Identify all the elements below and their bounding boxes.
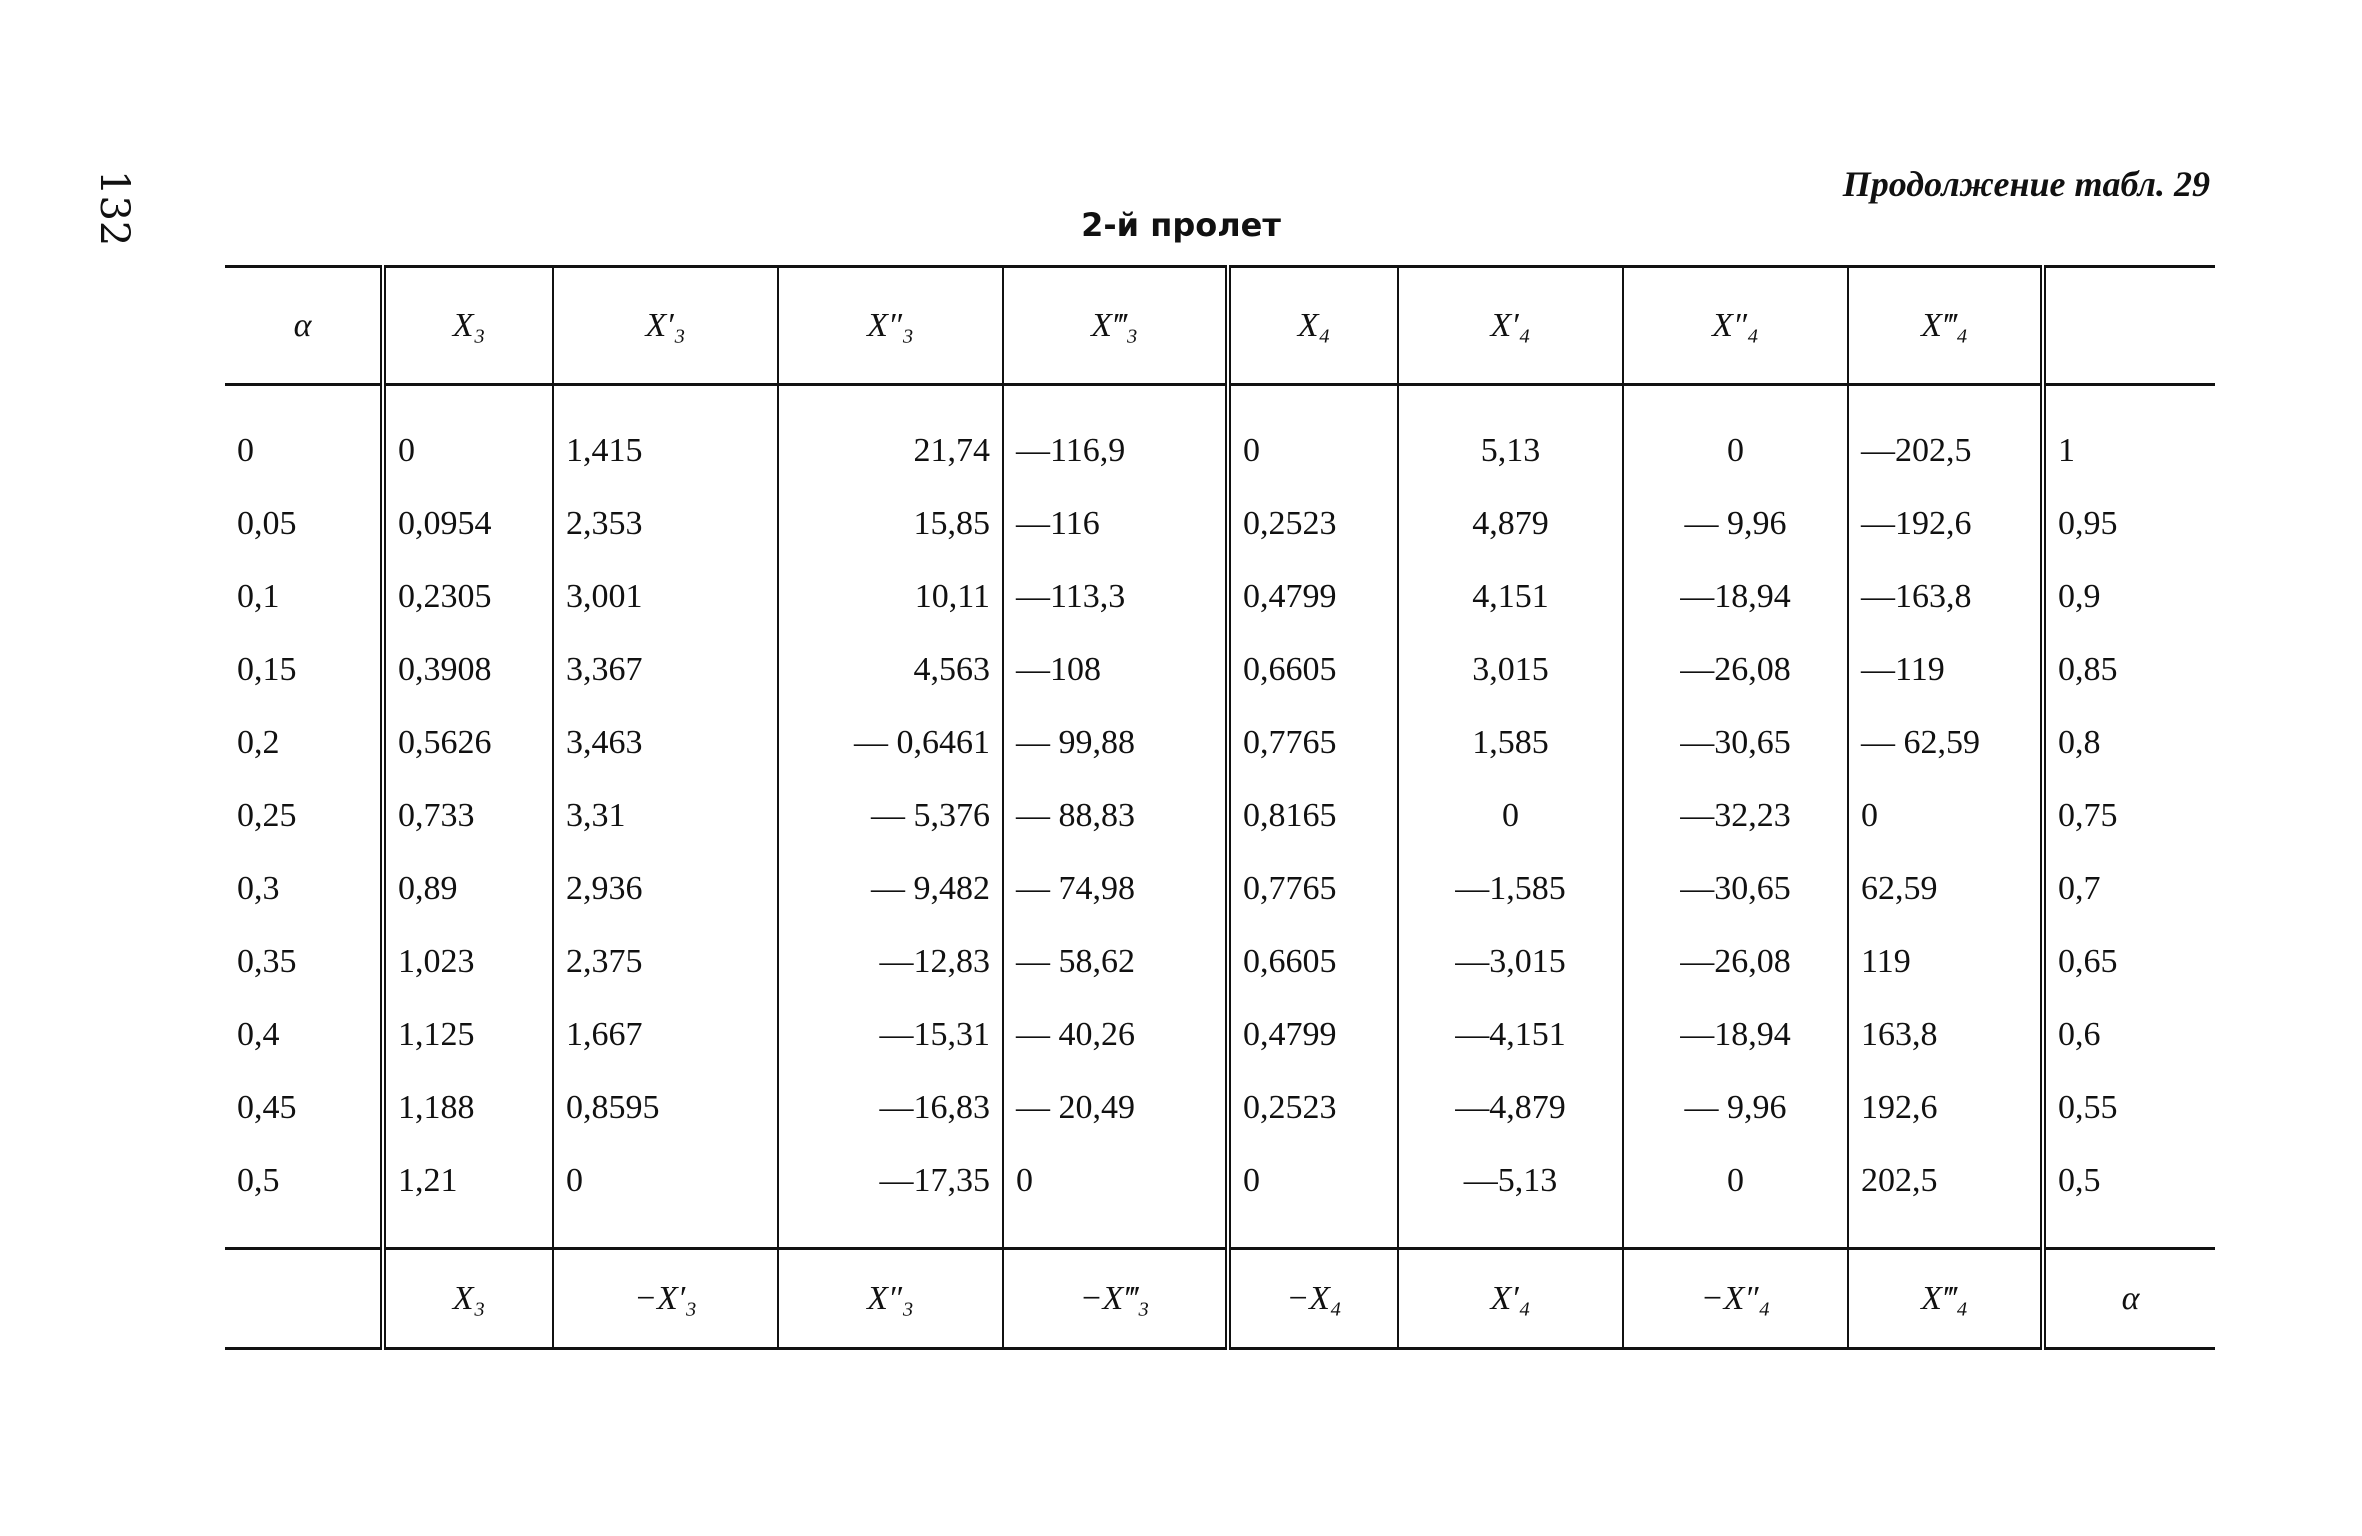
table-cell: —116 xyxy=(1003,487,1228,560)
table-cell: 0,5626 xyxy=(383,706,553,779)
footer-row xyxy=(225,1249,2215,1349)
table-cell: —18,94 xyxy=(1623,560,1848,633)
table-cell: 1,188 xyxy=(383,1071,553,1144)
table-cell: 4,563 xyxy=(778,633,1003,706)
table-cell: 1,023 xyxy=(383,925,553,998)
header-cell: X‴₃ xyxy=(1003,267,1228,385)
table-caption: Продолжение табл. 29 xyxy=(1842,164,2210,204)
table-cell: 0,2523 xyxy=(1228,487,1398,560)
header-cell: X″₃ xyxy=(778,267,1003,385)
header-cell: X₄ xyxy=(1228,267,1398,385)
table-cell: 0 xyxy=(553,1144,778,1217)
table-cell: 0,8165 xyxy=(1228,779,1398,852)
table-cell: 0,2523 xyxy=(1228,1071,1398,1144)
table-cell: 0 xyxy=(1228,1144,1398,1217)
table-cell: 0,6 xyxy=(2043,998,2215,1071)
table-row xyxy=(225,925,2215,998)
page-number: 132 xyxy=(91,170,137,247)
table-cell: 0,8595 xyxy=(553,1071,778,1144)
table-cell: 0,5 xyxy=(237,1161,280,1199)
table-cell: 0,2 xyxy=(237,723,280,761)
table-cell: 1,415 xyxy=(553,414,778,487)
table-cell: 0,8 xyxy=(2043,706,2215,779)
table-row xyxy=(225,998,2215,1071)
table-cell: 0 xyxy=(1228,414,1398,487)
table-cell: 4,151 xyxy=(1398,560,1623,633)
data-table xyxy=(225,265,2215,1350)
table-cell: 0,75 xyxy=(2043,779,2215,852)
table-cell: 3,463 xyxy=(553,706,778,779)
header-cell: X″₄ xyxy=(1623,267,1848,385)
table-cell: —202,5 xyxy=(1848,414,2043,487)
table-cell: 1,667 xyxy=(553,998,778,1071)
table-cell: 0,4799 xyxy=(1228,998,1398,1071)
footer-cell: X‴₄ xyxy=(1848,1249,2043,1349)
table-cell: 1,585 xyxy=(1398,706,1623,779)
table-cell: 0 xyxy=(1623,414,1848,487)
table-cell: 0,2305 xyxy=(383,560,553,633)
table-cell: 0,6605 xyxy=(1228,633,1398,706)
table-cell: —32,23 xyxy=(1623,779,1848,852)
table-cell: —116,9 xyxy=(1003,414,1228,487)
table-cell: 0,05 xyxy=(237,504,297,542)
table-cell: — 58,62 xyxy=(1003,925,1228,998)
table-cell: 119 xyxy=(1848,925,2043,998)
table-cell: —4,879 xyxy=(1398,1071,1623,1144)
table-cell: 0,25 xyxy=(237,796,297,834)
table-cell: —163,8 xyxy=(1848,560,2043,633)
table-cell: 0,7 xyxy=(2043,852,2215,925)
table-cell: 0 xyxy=(383,414,553,487)
table-cell: —18,94 xyxy=(1623,998,1848,1071)
footer-cell: X″₃ xyxy=(778,1249,1003,1349)
footer-cell: α xyxy=(2043,1249,2215,1349)
table-cell: 1,125 xyxy=(383,998,553,1071)
footer-cell xyxy=(225,1249,383,1349)
table-cell: 4,879 xyxy=(1398,487,1623,560)
table-cell: 0,733 xyxy=(383,779,553,852)
table-cell: — 5,376 xyxy=(778,779,1003,852)
table-row xyxy=(225,852,2215,925)
table-cell: 10,11 xyxy=(778,560,1003,633)
table-cell: 3,367 xyxy=(553,633,778,706)
table-cell: —5,13 xyxy=(1398,1144,1623,1217)
table-cell: 0,45 xyxy=(237,1088,297,1126)
footer-cell: X′₄ xyxy=(1398,1249,1623,1349)
table-cell: —30,65 xyxy=(1623,852,1848,925)
table-cell: 0 xyxy=(1398,779,1623,852)
table-cell: — 20,49 xyxy=(1003,1071,1228,1144)
table-cell: 0,15 xyxy=(237,650,297,688)
table-cell: —26,08 xyxy=(1623,633,1848,706)
table-cell: —17,35 xyxy=(778,1144,1003,1217)
header-cell xyxy=(2043,267,2215,385)
table-cell: —3,015 xyxy=(1398,925,1623,998)
table-cell: 0,89 xyxy=(383,852,553,925)
table-cell: 0,55 xyxy=(2043,1071,2215,1144)
table-cell: 0,0954 xyxy=(383,487,553,560)
table-cell: 0,3 xyxy=(237,869,280,907)
table-cell: 21,74 xyxy=(778,414,1003,487)
table-cell: 0,7765 xyxy=(1228,852,1398,925)
table-cell: — 9,96 xyxy=(1623,1071,1848,1144)
table-cell: —30,65 xyxy=(1623,706,1848,779)
table-cell: 15,85 xyxy=(778,487,1003,560)
table-cell: — 0,6461 xyxy=(778,706,1003,779)
table-row xyxy=(225,487,2215,560)
footer-cell: −X₄ xyxy=(1228,1249,1398,1349)
table-cell: —113,3 xyxy=(1003,560,1228,633)
table-cell: —26,08 xyxy=(1623,925,1848,998)
header-row xyxy=(225,267,2215,385)
header-cell: X₃ xyxy=(383,267,553,385)
footer-cell: X₃ xyxy=(383,1249,553,1349)
table-cell: — 9,96 xyxy=(1623,487,1848,560)
table-cell: —119 xyxy=(1848,633,2043,706)
table-cell: 3,31 xyxy=(553,779,778,852)
table-cell: 0,95 xyxy=(2043,487,2215,560)
table-cell: 62,59 xyxy=(1848,852,2043,925)
table-cell: 2,936 xyxy=(553,852,778,925)
table-cell: — 88,83 xyxy=(1003,779,1228,852)
table-cell: 0 xyxy=(1623,1144,1848,1217)
table-cell: 0,35 xyxy=(237,942,297,980)
header-cell: X′₄ xyxy=(1398,267,1623,385)
table-cell: 2,375 xyxy=(553,925,778,998)
table-cell: 3,001 xyxy=(553,560,778,633)
table-cell: 0 xyxy=(1003,1144,1228,1217)
table-row xyxy=(225,633,2215,706)
table-cell: 0,9 xyxy=(2043,560,2215,633)
table-cell: 202,5 xyxy=(1848,1144,2043,1217)
table-row xyxy=(225,779,2215,852)
table-cell: —108 xyxy=(1003,633,1228,706)
footer-cell: −X′₃ xyxy=(553,1249,778,1349)
table-cell: — 74,98 xyxy=(1003,852,1228,925)
table-cell: 0,85 xyxy=(2043,633,2215,706)
table-cell: 0,6605 xyxy=(1228,925,1398,998)
footer-cell: −X″₄ xyxy=(1623,1249,1848,1349)
table-cell: —192,6 xyxy=(1848,487,2043,560)
table-row xyxy=(225,414,2215,487)
table-cell: 5,13 xyxy=(1398,414,1623,487)
table-cell: —1,585 xyxy=(1398,852,1623,925)
table-cell: — 99,88 xyxy=(1003,706,1228,779)
table-cell: 0,7765 xyxy=(1228,706,1398,779)
table-cell: — 40,26 xyxy=(1003,998,1228,1071)
table-cell: — 9,482 xyxy=(778,852,1003,925)
table-cell: 0,4799 xyxy=(1228,560,1398,633)
footer-cell: −X‴₃ xyxy=(1003,1249,1228,1349)
table-cell: 0 xyxy=(237,431,254,469)
table-cell: 0,65 xyxy=(2043,925,2215,998)
table-cell: —4,151 xyxy=(1398,998,1623,1071)
table-cell: 163,8 xyxy=(1848,998,2043,1071)
table-cell: 1 xyxy=(2043,414,2215,487)
table-row xyxy=(225,1144,2215,1217)
table-cell: 2,353 xyxy=(553,487,778,560)
table-cell: 0,4 xyxy=(237,1015,280,1053)
header-cell: α xyxy=(225,267,383,385)
table-cell: 0,5 xyxy=(2043,1144,2215,1217)
table-cell: 0,1 xyxy=(237,577,280,615)
table-cell: —16,83 xyxy=(778,1071,1003,1144)
table-cell: 192,6 xyxy=(1848,1071,2043,1144)
table-cell: 0,3908 xyxy=(383,633,553,706)
table-cell: — 62,59 xyxy=(1848,706,2043,779)
table-row xyxy=(225,1071,2215,1144)
table-cell: 3,015 xyxy=(1398,633,1623,706)
table-row xyxy=(225,560,2215,633)
span-title: 2-й пролет xyxy=(1081,206,1281,244)
table-cell: —15,31 xyxy=(778,998,1003,1071)
table-cell: —12,83 xyxy=(778,925,1003,998)
table-cell: 1,21 xyxy=(383,1144,553,1217)
header-cell: X′₃ xyxy=(553,267,778,385)
table-cell: 0 xyxy=(1848,779,2043,852)
table-row xyxy=(225,706,2215,779)
header-cell: X‴₄ xyxy=(1848,267,2043,385)
